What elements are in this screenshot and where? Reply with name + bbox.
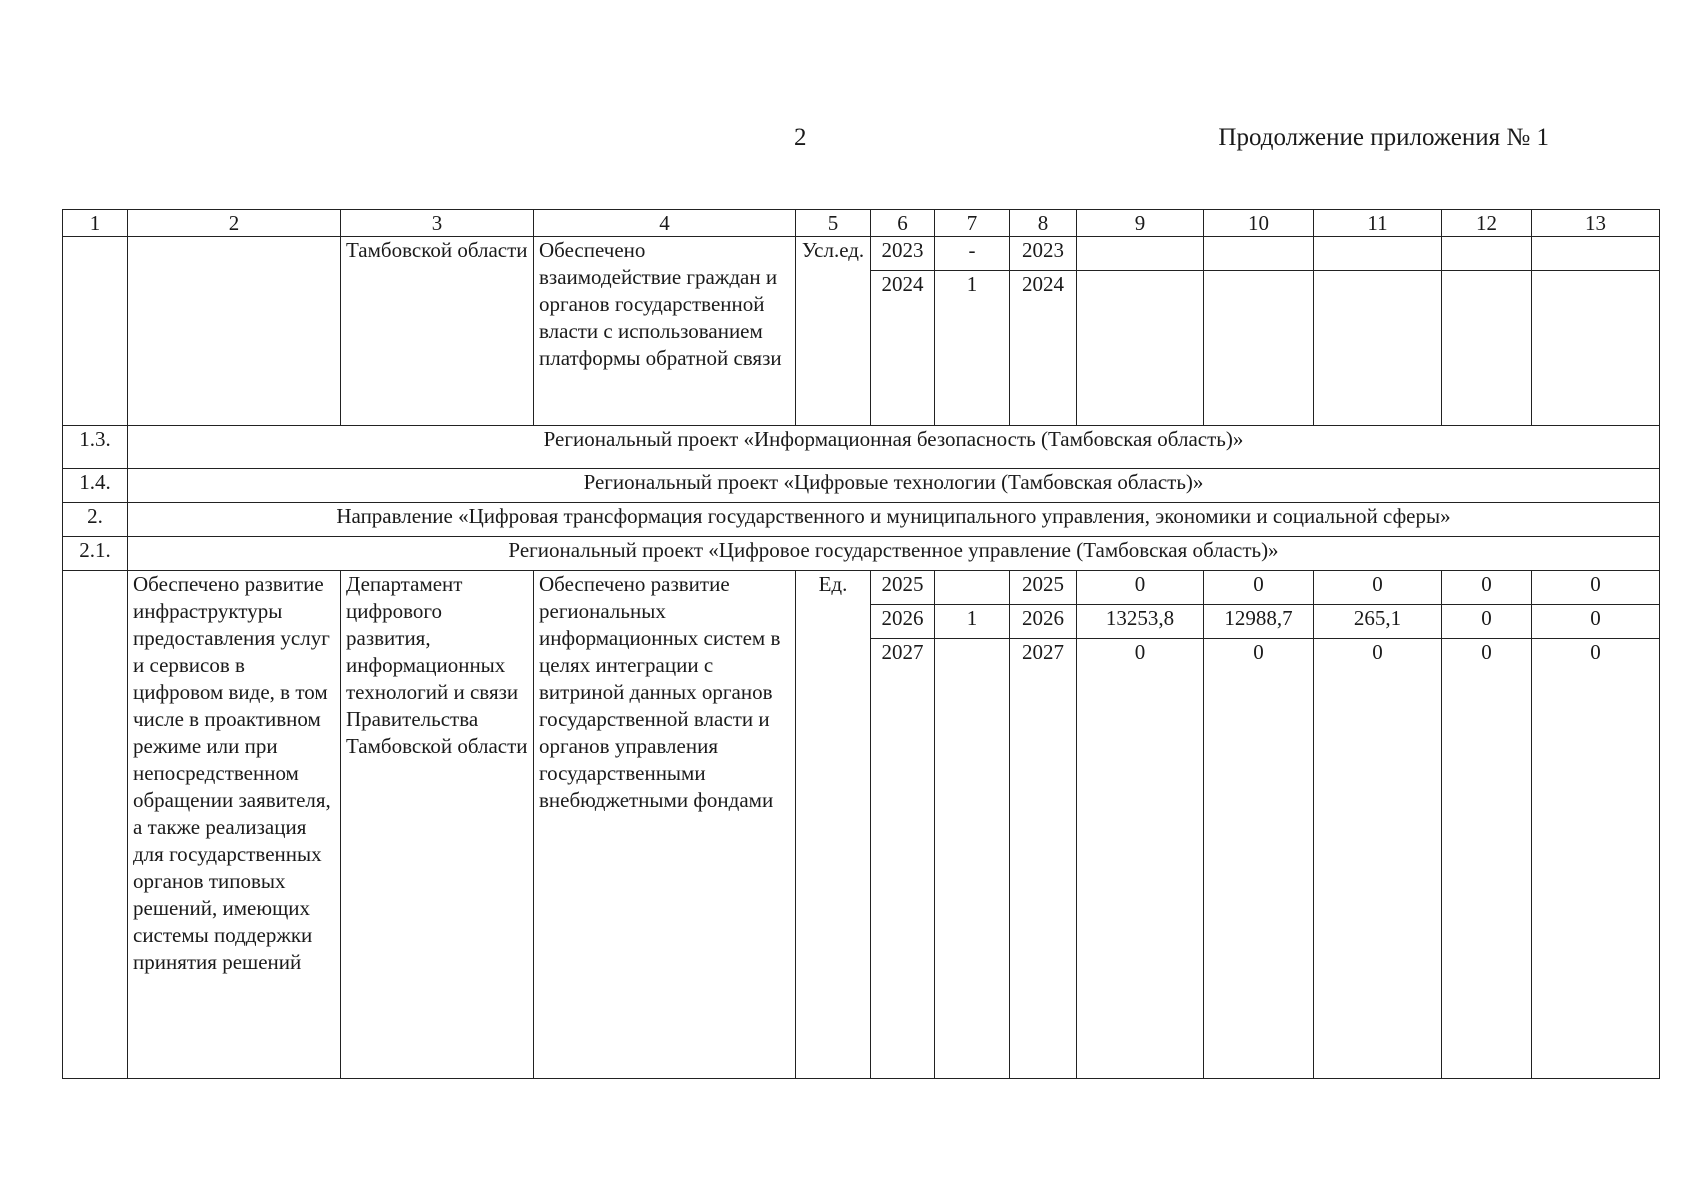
column-header: 9 — [1077, 210, 1204, 237]
amount-cell: 0 — [1077, 571, 1204, 605]
section-number: 1.3. — [63, 426, 128, 469]
year-cell: 2023 — [1010, 237, 1077, 271]
table-cell — [1077, 237, 1204, 271]
section-number: 2.1. — [63, 537, 128, 571]
column-header: 5 — [796, 210, 871, 237]
amount-cell: 0 — [1442, 639, 1532, 1079]
appendix-table — [62, 209, 1660, 1079]
responsible-cell: Тамбовской области — [341, 237, 534, 426]
amount-cell: 0 — [1532, 605, 1660, 639]
column-header: 11 — [1314, 210, 1442, 237]
value-cell — [935, 571, 1010, 605]
section-number: 2. — [63, 503, 128, 537]
table-cell — [63, 237, 128, 426]
section-row — [63, 537, 1660, 571]
value-cell: - — [935, 237, 1010, 271]
amount-cell: 265,1 — [1314, 605, 1442, 639]
table-row — [63, 237, 1660, 271]
year-cell: 2025 — [871, 571, 935, 605]
year-cell: 2024 — [1010, 271, 1077, 426]
section-number: 1.4. — [63, 469, 128, 503]
year-cell: 2025 — [1010, 571, 1077, 605]
result-cell: Обеспечено взаимодействие граждан и органов государственной власти с использованием платформы обратной связи — [534, 237, 796, 426]
amount-cell: 0 — [1442, 571, 1532, 605]
unit-cell: Ед. — [796, 571, 871, 1079]
value-cell — [935, 639, 1010, 1079]
section-title: Региональный проект «Цифровые технологии (Тамбовская область)» — [128, 469, 1660, 503]
column-header: 8 — [1010, 210, 1077, 237]
year-cell: 2024 — [871, 271, 935, 426]
table-cell — [1532, 271, 1660, 426]
amount-cell: 0 — [1532, 639, 1660, 1079]
table-cell — [1077, 271, 1204, 426]
amount-cell: 0 — [1532, 571, 1660, 605]
amount-cell: 12988,7 — [1204, 605, 1314, 639]
section-title: Региональный проект «Информационная безопасность (Тамбовская область)» — [128, 426, 1660, 469]
amount-cell: 0 — [1077, 639, 1204, 1079]
column-header: 10 — [1204, 210, 1314, 237]
section-row — [63, 469, 1660, 503]
section-title: Региональный проект «Цифровое государственное управление (Тамбовская область)» — [128, 537, 1660, 571]
table-cell — [128, 237, 341, 426]
table-cell — [63, 571, 128, 1079]
amount-cell: 0 — [1442, 605, 1532, 639]
unit-cell: Усл.ед. — [796, 237, 871, 426]
table-cell — [1442, 271, 1532, 426]
amount-cell: 0 — [1204, 571, 1314, 605]
amount-cell: 0 — [1314, 639, 1442, 1079]
year-cell: 2023 — [871, 237, 935, 271]
column-header: 6 — [871, 210, 935, 237]
value-cell: 1 — [935, 605, 1010, 639]
year-cell: 2027 — [871, 639, 935, 1079]
page-number: 2 — [794, 124, 807, 151]
table-cell — [1204, 271, 1314, 426]
year-cell: 2026 — [871, 605, 935, 639]
event-cell: Обеспечено развитие инфраструктуры предоставления услуг и сервисов в цифровом виде, в том числе в проактивном режиме или при непосредственном обращении заявителя, а также реализация для государственных органов типовых решений, имеющих системы поддержки принятия решений — [128, 571, 341, 1079]
table-row — [63, 571, 1660, 605]
table-cell — [1204, 237, 1314, 271]
table-cell — [1314, 237, 1442, 271]
table-cell — [1314, 271, 1442, 426]
column-header: 1 — [63, 210, 128, 237]
column-header: 4 — [534, 210, 796, 237]
table-cell — [1442, 237, 1532, 271]
value-cell: 1 — [935, 271, 1010, 426]
section-row — [63, 503, 1660, 537]
appendix-title: Продолжение приложения № 1 — [1218, 124, 1549, 151]
column-header: 3 — [341, 210, 534, 237]
table-cell — [1532, 237, 1660, 271]
column-header: 13 — [1532, 210, 1660, 237]
amount-cell: 0 — [1204, 639, 1314, 1079]
section-title: Направление «Цифровая трансформация государственного и муниципального управления, экономики и социальной сферы» — [128, 503, 1660, 537]
section-row — [63, 426, 1660, 469]
result-cell: Обеспечено развитие региональных информационных систем в целях интеграции с витриной данных органов государственной власти и органов управления государственными внебюджетными фондами — [534, 571, 796, 1079]
amount-cell: 0 — [1314, 571, 1442, 605]
column-header: 7 — [935, 210, 1010, 237]
year-cell: 2026 — [1010, 605, 1077, 639]
amount-cell: 13253,8 — [1077, 605, 1204, 639]
year-cell: 2027 — [1010, 639, 1077, 1079]
column-number-row — [63, 210, 1660, 237]
responsible-cell: Департамент цифрового развития, информационных технологий и связи Правительства Тамбовской области — [341, 571, 534, 1079]
column-header: 12 — [1442, 210, 1532, 237]
column-header: 2 — [128, 210, 341, 237]
